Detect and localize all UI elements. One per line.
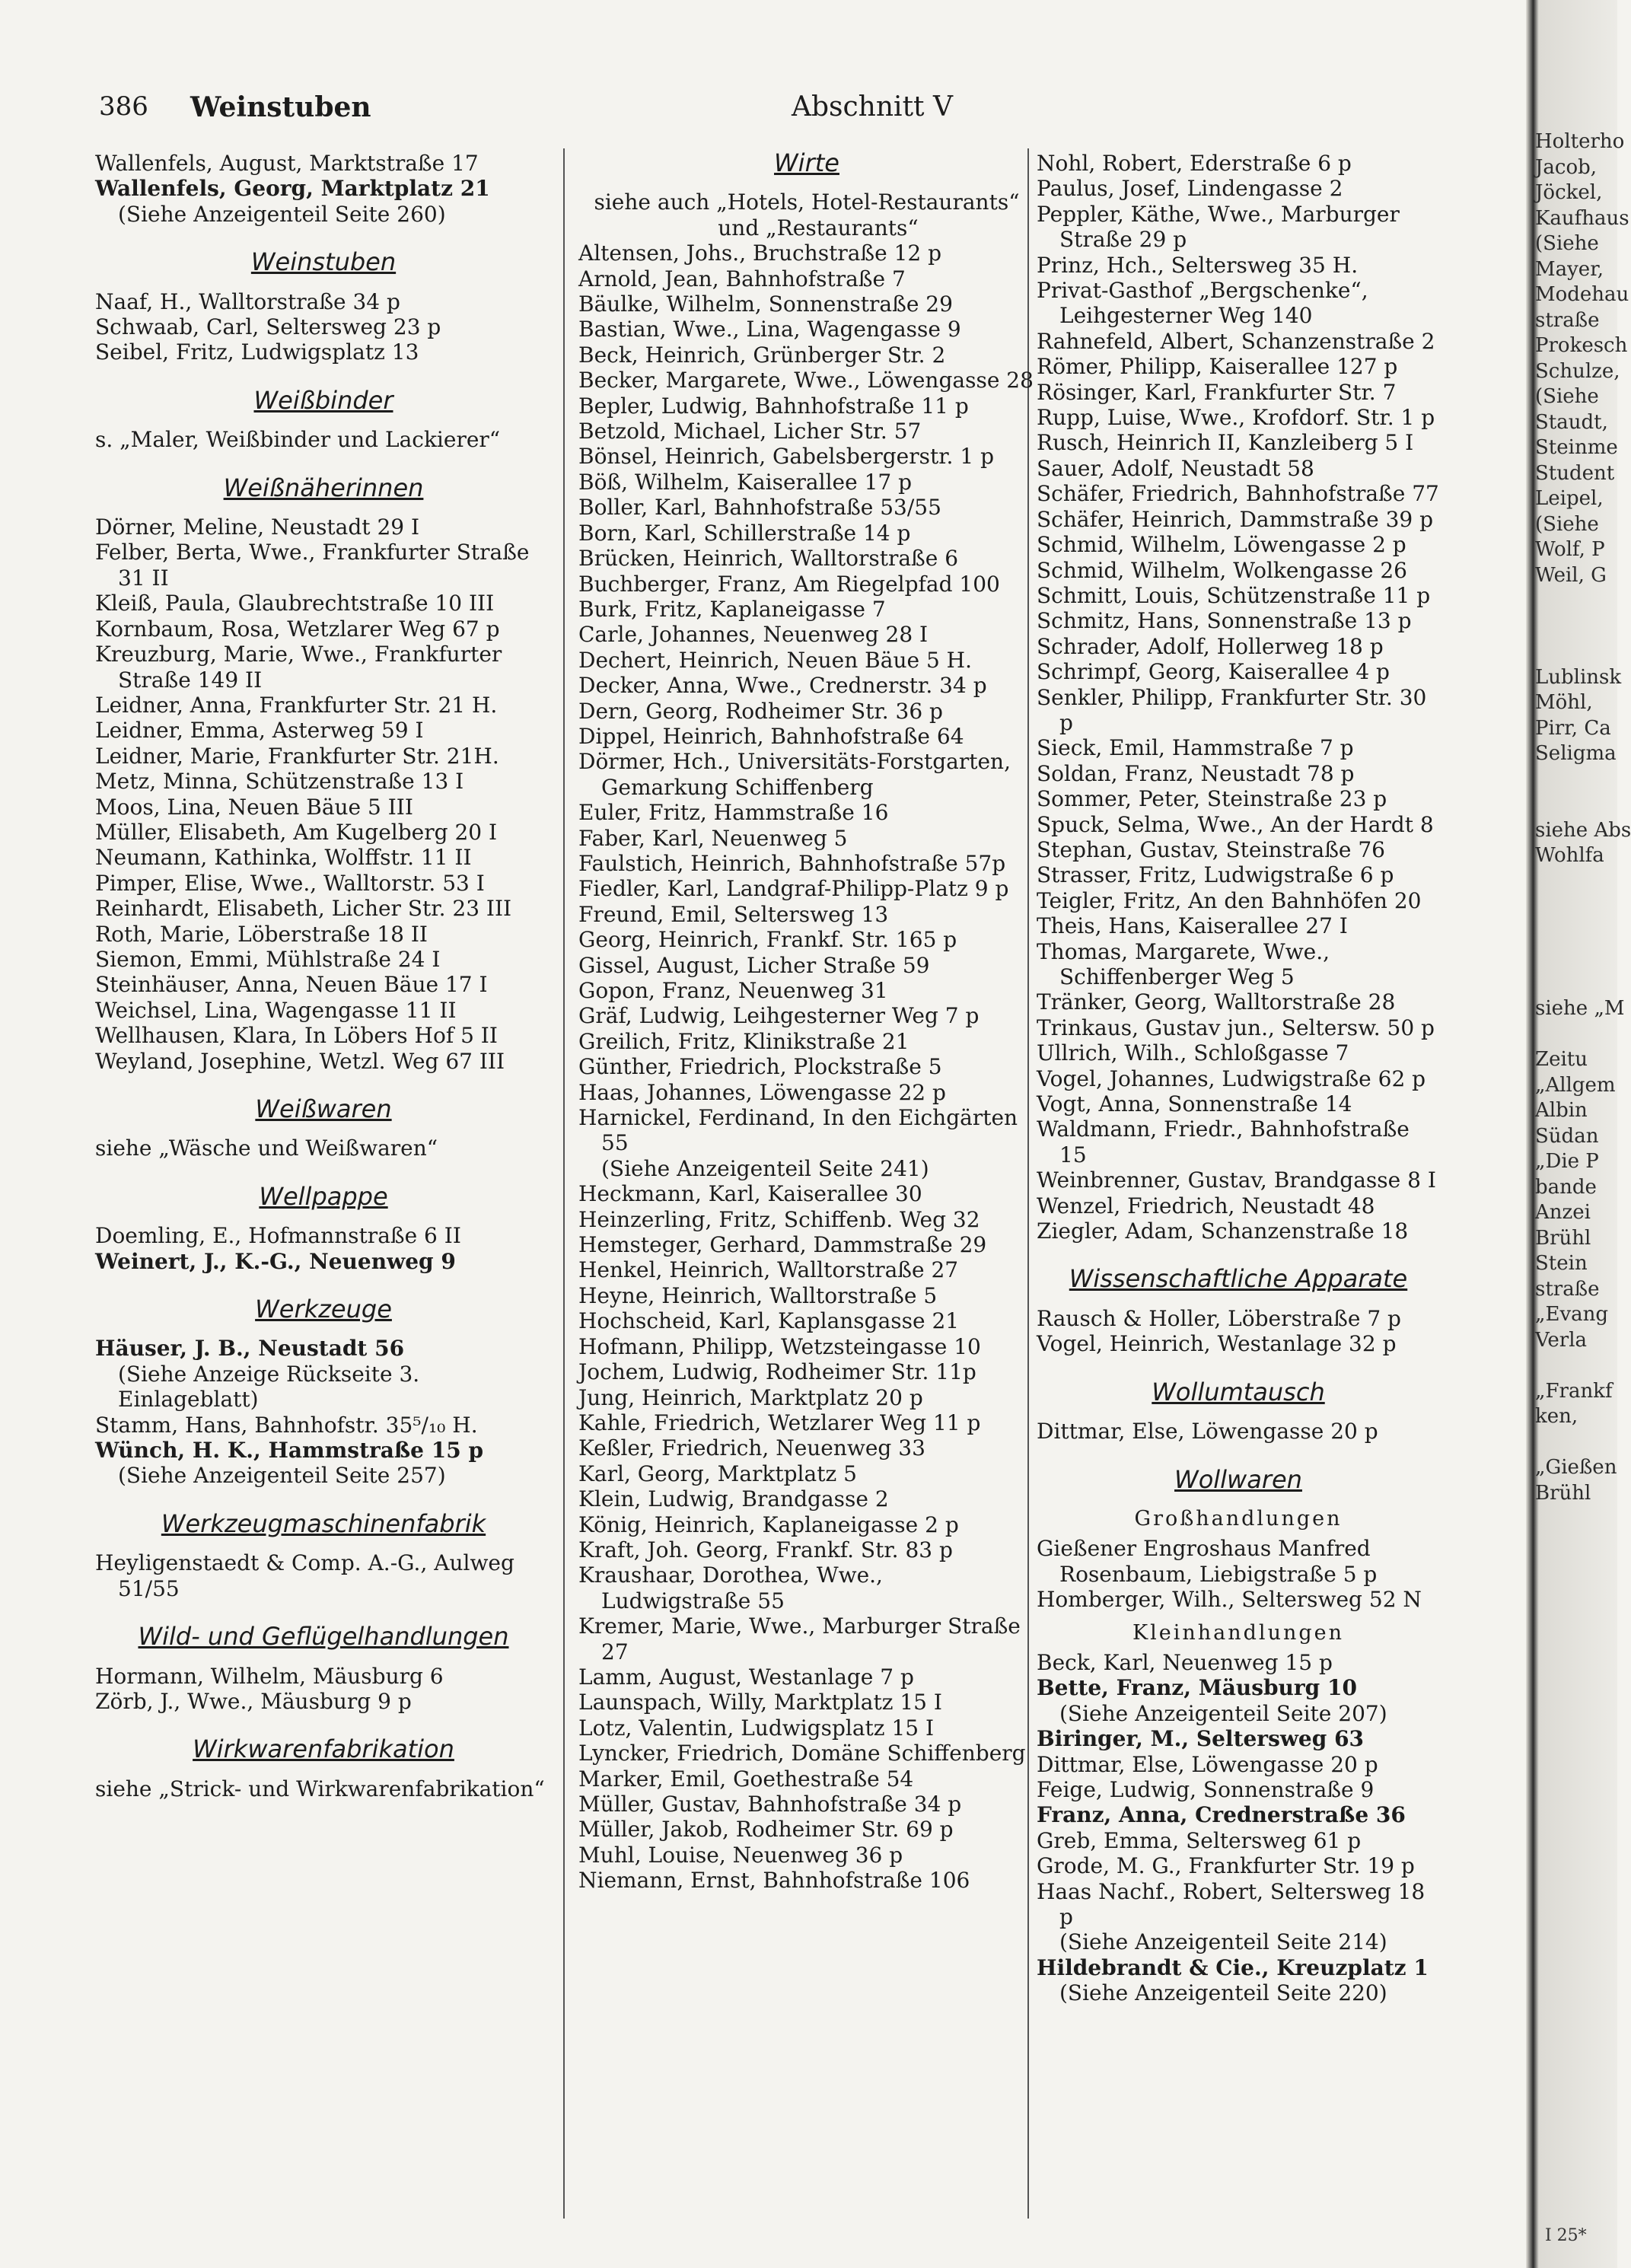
directory-entry: Kleiß, Paula, Glaubrechtstraße 10 III	[95, 591, 495, 616]
adjacent-page-line: „Frankf	[1535, 1379, 1613, 1403]
directory-entry: Muhl, Louise, Neuenweg 36 p	[578, 1842, 903, 1868]
directory-entry: Boller, Karl, Bahnhofstraße 53/55	[578, 495, 941, 521]
directory-entry: Weinert, J., K.-G., Neuenweg 9	[95, 1248, 456, 1274]
directory-entry: Carle, Johannes, Neuenweg 28 I	[578, 622, 929, 648]
directory-entry: Vogel, Johannes, Ludwigstraße 62 p	[1037, 1066, 1426, 1091]
directory-entry: Kahle, Friedrich, Wetzlarer Weg 11 p	[578, 1410, 981, 1435]
adjacent-page-line: „Die P	[1535, 1150, 1599, 1173]
directory-entry: Keßler, Friedrich, Neuenweg 33	[578, 1435, 925, 1461]
directory-entry: Launspach, Willy, Marktplatz 15 I	[578, 1690, 942, 1715]
adjacent-page-line: Verla	[1535, 1328, 1588, 1352]
adjacent-page-line	[1535, 920, 1617, 946]
directory-entry: Teigler, Fritz, An den Bahnhöfen 20	[1037, 887, 1422, 913]
directory-entry: Naaf, H., Walltorstraße 34 p	[95, 288, 400, 314]
directory-entry: Jung, Heinrich, Marktplatz 20 p	[578, 1384, 923, 1410]
adjacent-page-line: Wohlfa	[1535, 844, 1604, 867]
directory-entry: (Siehe Anzeigenteil Seite 257)	[118, 1463, 446, 1489]
adjacent-page-line: ken,	[1535, 1405, 1578, 1428]
directory-entry: Greilich, Fritz, Klinikstraße 21	[578, 1028, 909, 1054]
adjacent-page-line: siehe „M	[1535, 997, 1625, 1020]
directory-entry: Weyland, Josephine, Wetzl. Weg 67 III	[95, 1048, 505, 1074]
column-3	[1037, 151, 1440, 2006]
adjacent-page-line: Leipel,	[1535, 487, 1604, 510]
directory-entry: Kraft, Joh. Georg, Frankf. Str. 83 p	[578, 1537, 953, 1562]
directory-entry: Buchberger, Franz, Am Riegelpfad 100	[578, 571, 1000, 597]
directory-entry: Doemling, E., Hofmannstraße 6 II	[95, 1223, 461, 1249]
directory-entry: Böß, Wilhelm, Kaiserallee 17 p	[578, 469, 913, 495]
section-heading: Wild- und Geflügelhandlungen	[138, 1622, 509, 1652]
directory-entry: Sauer, Adolf, Neustadt 58	[1037, 455, 1314, 481]
directory-entry: Sommer, Peter, Steinstraße 23 p	[1037, 786, 1387, 812]
directory-entry: (Siehe Anzeigenteil Seite 214)	[1059, 1929, 1387, 1955]
directory-entry: Rahnefeld, Albert, Schanzenstraße 2	[1037, 328, 1435, 354]
directory-entry: Sieck, Emil, Hammstraße 7 p	[1037, 735, 1354, 761]
directory-entry: Pimper, Elise, Wwe., Walltorstr. 53 I	[95, 870, 485, 896]
directory-entry: Senkler, Philipp, Frankfurter Str. 30 p	[1037, 684, 1434, 735]
directory-entry: Dechert, Heinrich, Neuen Bäue 5 H.	[578, 647, 972, 673]
directory-entry: Rösinger, Karl, Frankfurter Str. 7	[1037, 379, 1397, 405]
section-heading: Weinstuben	[250, 247, 397, 277]
directory-entry: Gissel, August, Licher Straße 59	[578, 952, 930, 978]
directory-entry: Stamm, Hans, Bahnhofstr. 35⁵/₁₀ H.	[95, 1412, 478, 1438]
directory-entry: Heyne, Heinrich, Walltorstraße 5	[578, 1282, 938, 1308]
directory-entry: Heckmann, Karl, Kaiserallee 30	[578, 1181, 922, 1207]
directory-entry: Bäulke, Wilhelm, Sonnenstraße 29	[578, 291, 953, 317]
directory-entry: Rausch & Holler, Löberstraße 7 p	[1037, 1305, 1401, 1331]
directory-entry: Kornbaum, Rosa, Wetzlarer Weg 67 p	[95, 616, 500, 642]
adjacent-page-line: Seligma	[1535, 742, 1617, 765]
directory-entry: Brücken, Heinrich, Walltorstraße 6	[578, 546, 959, 572]
directory-entry: siehe auch „Hotels, Hotel-Restaurants“ und „Restaurants“	[594, 190, 1027, 240]
directory-entry: Schäfer, Heinrich, Dammstraße 39 p	[1037, 506, 1434, 532]
directory-entry: Beck, Heinrich, Grünberger Str. 2	[578, 342, 946, 368]
directory-entry: Kraushaar, Dorothea, Wwe., Ludwigstraße 55	[578, 1562, 890, 1613]
directory-entry: s. „Maler, Weißbinder und Lackierer“	[95, 427, 501, 453]
directory-entry: Marker, Emil, Goethestraße 54	[578, 1766, 914, 1792]
section-heading: Wissenschaftliche Apparate	[1069, 1264, 1408, 1294]
adjacent-page-line: Lublinsk	[1535, 665, 1622, 689]
column-2	[578, 148, 1035, 1894]
directory-entry: Paulus, Josef, Lindengasse 2	[1037, 176, 1343, 202]
directory-entry: Schrader, Adolf, Hollerweg 18 p	[1037, 633, 1384, 659]
directory-entry: Günther, Friedrich, Plockstraße 5	[578, 1054, 942, 1080]
adjacent-page-line	[1535, 894, 1617, 920]
directory-entry: Metz, Minna, Schützenstraße 13 I	[95, 769, 464, 795]
directory-entry: Ziegler, Adam, Schanzenstraße 18	[1037, 1218, 1409, 1244]
directory-entry: Rupp, Luise, Wwe., Krofdorf. Str. 1 p	[1037, 405, 1435, 431]
directory-entry: siehe „Wäsche und Weißwaren“	[95, 1136, 438, 1161]
directory-entry: Hildebrandt & Cie., Kreuzplatz 1	[1037, 1954, 1429, 1980]
directory-entry: Arnold, Jean, Bahnhofstraße 7	[578, 266, 906, 291]
directory-entry: Franz, Anna, Crednerstraße 36	[1037, 1802, 1406, 1828]
section-heading: Weißbinder	[253, 385, 393, 415]
section-heading: Werkzeuge	[255, 1295, 392, 1324]
adjacent-page-line: (Siehe	[1535, 385, 1599, 408]
directory-entry: König, Heinrich, Kaplaneigasse 2 p	[578, 1511, 959, 1537]
adjacent-page-line: (Siehe	[1535, 232, 1599, 255]
adjacent-page-line: Möhl,	[1535, 691, 1593, 714]
page-header	[99, 91, 1454, 137]
directory-entry: Schmitt, Louis, Schützenstraße 11 p	[1037, 582, 1431, 608]
adjacent-page-line	[1535, 1022, 1617, 1048]
directory-entry: Dörmer, Hch., Universitäts-Forstgarten, Gemarkung Schiffenberg	[578, 749, 1018, 800]
directory-entry: Bepler, Ludwig, Bahnhofstraße 11 p	[578, 393, 969, 419]
directory-entry: Gopon, Franz, Neuenweg 31	[578, 978, 888, 1003]
directory-entry: Schmid, Wilhelm, Wolkengasse 26	[1037, 557, 1407, 583]
adjacent-page-line: Jöckel,	[1535, 181, 1603, 204]
directory-entry: Roth, Marie, Löberstraße 18 II	[95, 921, 428, 947]
directory-entry: Weinbrenner, Gustav, Brandgasse 8 I	[1037, 1167, 1436, 1193]
directory-entry: Tränker, Georg, Walltorstraße 28	[1037, 989, 1396, 1015]
directory-entry: Römer, Philipp, Kaiserallee 127 p	[1037, 354, 1398, 380]
adjacent-page-line: Zeitu	[1535, 1048, 1588, 1071]
adjacent-page-line	[1535, 767, 1617, 793]
directory-entry: Kreuzburg, Marie, Wwe., Frankfurter Straße 149 II	[95, 642, 509, 693]
directory-entry: Lyncker, Friedrich, Domäne Schiffenberg	[578, 1741, 1026, 1766]
section-heading: Wirte	[774, 148, 839, 177]
directory-entry: Strasser, Fritz, Ludwigstraße 6 p	[1037, 862, 1394, 888]
directory-entry: Ullrich, Wilh., Schloßgasse 7	[1037, 1040, 1349, 1066]
directory-entry: Soldan, Franz, Neustadt 78 p	[1037, 760, 1355, 786]
adjacent-page-line: Jacob,	[1535, 155, 1598, 179]
directory-entry: Wallenfels, Georg, Marktplatz 21	[95, 176, 490, 202]
directory-entry: Fiedler, Karl, Landgraf-Philipp-Platz 9 p	[578, 876, 1009, 902]
adjacent-page-line: Holterho	[1535, 130, 1625, 153]
directory-entry: Hemsteger, Gerhard, Dammstraße 29	[578, 1232, 987, 1258]
adjacent-page-line: Kaufhaus	[1535, 206, 1629, 230]
adjacent-page-line: Brühl	[1535, 1226, 1591, 1250]
directory-entry: Jochem, Ludwig, Rodheimer Str. 11p	[578, 1359, 976, 1385]
adjacent-page-line: „Allgem	[1535, 1073, 1616, 1097]
directory-entry: Privat-Gasthof „Bergschenke“, Leihgesterner Weg 140	[1037, 278, 1375, 329]
adjacent-page-line	[1535, 588, 1617, 614]
column-1	[95, 151, 552, 1801]
subsection-heading: Kleinhandlungen	[1132, 1620, 1345, 1645]
directory-entry: siehe „Strick- und Wirkwarenfabrikation“	[95, 1776, 545, 1801]
directory-entry: Henkel, Heinrich, Walltorstraße 27	[578, 1257, 959, 1283]
directory-entry: Vogt, Anna, Sonnenstraße 14	[1037, 1091, 1352, 1117]
adjacent-page-line	[1535, 869, 1617, 895]
adjacent-page-line: Modehau	[1535, 283, 1629, 306]
adjacent-page-line: Mayer,	[1535, 257, 1604, 281]
directory-entry: Dern, Georg, Rodheimer Str. 36 p	[578, 698, 943, 724]
adjacent-page-line: Staudt,	[1535, 410, 1608, 434]
directory-entry: Dörner, Meline, Neustadt 29 I	[95, 514, 420, 540]
adjacent-page-line: straße	[1535, 1277, 1600, 1301]
directory-entry: Steinhäuser, Anna, Neuen Bäue 17 I	[95, 972, 488, 998]
directory-entry: Wellhausen, Klara, In Löbers Hof 5 II	[95, 1023, 498, 1049]
section-heading: Wellpappe	[259, 1181, 388, 1211]
directory-entry: Wallenfels, August, Marktstraße 17	[95, 151, 479, 176]
directory-entry: Neumann, Kathinka, Wolffstr. 11 II	[95, 845, 472, 871]
section-label: Abschnitt V	[792, 91, 953, 123]
directory-entry: Freund, Emil, Seltersweg 13	[578, 901, 889, 927]
directory-entry: Bönsel, Heinrich, Gabelsbergerstr. 1 p	[578, 444, 994, 470]
directory-entry: Stephan, Gustav, Steinstraße 76	[1037, 836, 1385, 862]
adjacent-page-line	[1535, 971, 1617, 997]
directory-entry: Biringer, M., Seltersweg 63	[1037, 1726, 1365, 1752]
directory-entry: Faulstich, Heinrich, Bahnhofstraße 57p	[578, 850, 1006, 876]
directory-entry: Bastian, Wwe., Lina, Wagengasse 9	[578, 317, 961, 342]
adjacent-page-line: Weil, G	[1535, 563, 1607, 587]
directory-entry: Schwaab, Carl, Seltersweg 23 p	[95, 314, 441, 340]
directory-entry: Homberger, Wilh., Seltersweg 52 N	[1037, 1587, 1422, 1613]
directory-entry: Theis, Hans, Kaiserallee 27 I	[1037, 913, 1348, 939]
directory-entry: Leidner, Anna, Frankfurter Str. 21 H.	[95, 692, 498, 718]
adjacent-page-line: Student	[1535, 461, 1615, 485]
directory-entry: Decker, Anna, Wwe., Crednerstr. 34 p	[578, 673, 987, 699]
adjacent-page-line: Brühl	[1535, 1481, 1591, 1505]
directory-entry: Dippel, Heinrich, Bahnhofstraße 64	[578, 723, 964, 749]
adjacent-page-line: (Siehe	[1535, 512, 1599, 536]
directory-entry: (Siehe Anzeigenteil Seite 207)	[1059, 1700, 1387, 1726]
page-number: 386	[99, 91, 148, 122]
directory-entry: Grode, M. G., Frankfurter Str. 19 p	[1037, 1853, 1415, 1879]
directory-entry: Nohl, Robert, Ederstraße 6 p	[1037, 151, 1352, 176]
adjacent-page-line: Schulze,	[1535, 359, 1620, 383]
directory-entry: Vogel, Heinrich, Westanlage 32 p	[1037, 1331, 1397, 1357]
directory-entry: Dittmar, Else, Löwengasse 20 p	[1037, 1419, 1378, 1445]
directory-entry: Reinhardt, Elisabeth, Licher Str. 23 III	[95, 896, 512, 922]
directory-entry: Burk, Fritz, Kaplaneigasse 7	[578, 596, 886, 622]
directory-entry: (Siehe Anzeigenteil Seite 220)	[1059, 1980, 1387, 2006]
adjacent-page-line: Prokesch	[1535, 334, 1628, 357]
directory-entry: Schmitz, Hans, Sonnenstraße 13 p	[1037, 608, 1412, 634]
footer-mark: I 25*	[1545, 2226, 1587, 2245]
adjacent-page-line	[1535, 945, 1617, 971]
directory-entry: Müller, Gustav, Bahnhofstraße 34 p	[578, 1792, 962, 1817]
directory-entry: Spuck, Selma, Wwe., An der Hardt 8	[1037, 811, 1434, 837]
directory-entry: Häuser, J. B., Neustadt 56	[95, 1336, 405, 1362]
section-heading: Wollwaren	[1174, 1464, 1302, 1494]
directory-entry: Beck, Karl, Neuenweg 15 p	[1037, 1649, 1333, 1675]
running-title: Weinstuben	[190, 91, 371, 123]
directory-entry: Rusch, Heinrich II, Kanzleiberg 5 I	[1037, 430, 1414, 456]
directory-entry: Haas, Johannes, Löwengasse 22 p	[578, 1079, 946, 1105]
directory-entry: Hochscheid, Karl, Kaplansgasse 21	[578, 1308, 960, 1334]
adjacent-page-line: „Gießen	[1535, 1456, 1617, 1479]
section-heading: Wollumtausch	[1152, 1377, 1325, 1406]
directory-entry: Karl, Georg, Marktplatz 5	[578, 1461, 857, 1486]
section-heading: Weißwaren	[255, 1094, 392, 1123]
directory-entry: Betzold, Michael, Licher Str. 57	[578, 419, 922, 444]
directory-entry: Heyligenstaedt & Comp. A.-G., Aulweg 51/55	[95, 1550, 521, 1601]
directory-entry: Moos, Lina, Neuen Bäue 5 III	[95, 794, 413, 820]
directory-entry: Müller, Elisabeth, Am Kugelberg 20 I	[95, 819, 498, 845]
directory-entry: Kremer, Marie, Wwe., Marburger Straße 27	[578, 1613, 1027, 1664]
directory-entry: Euler, Fritz, Hammstraße 16	[578, 800, 889, 826]
directory-entry: Becker, Margarete, Wwe., Löwengasse 28	[578, 368, 1034, 393]
directory-entry: Harnickel, Ferdinand, In den Eichgärten 55	[578, 1105, 1024, 1156]
adjacent-page-line: „Evang	[1535, 1303, 1609, 1326]
directory-entry: Schmid, Wilhelm, Löwengasse 2 p	[1037, 532, 1406, 558]
directory-entry: Leidner, Emma, Asterweg 59 I	[95, 718, 424, 744]
section-heading: Werkzeugmaschinenfabrik	[161, 1508, 486, 1538]
directory-entry: Hormann, Wilhelm, Mäusburg 6	[95, 1663, 444, 1689]
directory-entry: Trinkaus, Gustav jun., Seltersw. 50 p	[1037, 1015, 1435, 1040]
directory-entry: Lamm, August, Westanlage 7 p	[578, 1664, 914, 1690]
directory-entry: Siemon, Emmi, Mühlstraße 24 I	[95, 946, 441, 972]
directory-entry: Wünch, H. K., Hammstraße 15 p	[95, 1438, 484, 1464]
adjacent-page-line: Steinme	[1535, 436, 1618, 459]
directory-entry: Hofmann, Philipp, Wetzsteingasse 10	[578, 1333, 981, 1359]
section-heading: Wirkwarenfabrikation	[193, 1734, 454, 1764]
adjacent-page-line	[1535, 639, 1617, 665]
directory-entry: Gießener Engroshaus Manfred Rosenbaum, Liebigstraße 5 p	[1037, 1536, 1378, 1587]
adjacent-page-line: Pirr, Ca	[1535, 716, 1611, 740]
adjacent-page-line: siehe Abs	[1535, 818, 1631, 842]
directory-entry: Peppler, Käthe, Wwe., Marburger Straße 29 p	[1037, 201, 1406, 253]
directory-entry: Feige, Ludwig, Sonnenstraße 9	[1037, 1776, 1375, 1802]
directory-entry: Niemann, Ernst, Bahnhofstraße 106	[578, 1868, 970, 1894]
adjacent-page-line: Wolf, P	[1535, 538, 1605, 561]
directory-entry: Waldmann, Friedr., Bahnhofstraße 15	[1037, 1116, 1416, 1167]
directory-entry: Gräf, Ludwig, Leihgesterner Weg 7 p	[578, 1003, 980, 1029]
adjacent-page-line	[1535, 792, 1617, 818]
directory-entry: Müller, Jakob, Rodheimer Str. 69 p	[578, 1817, 954, 1843]
directory-entry: Seibel, Fritz, Ludwigsplatz 13	[95, 339, 419, 365]
directory-entry: Faber, Karl, Neuenweg 5	[578, 825, 848, 851]
directory-entry: Dittmar, Else, Löwengasse 20 p	[1037, 1751, 1378, 1777]
directory-entry: Born, Karl, Schillerstraße 14 p	[578, 520, 911, 546]
adjacent-page-line: bande	[1535, 1175, 1597, 1199]
directory-entry: Thomas, Margarete, Wwe., Schiffenberger Weg 5	[1037, 938, 1336, 989]
adjacent-page-line: Albin	[1535, 1099, 1588, 1122]
directory-entry: Prinz, Hch., Seltersweg 35 H.	[1037, 252, 1359, 278]
section-heading: Weißnäherinnen	[223, 473, 424, 502]
directory-entry: Schrimpf, Georg, Kaiserallee 4 p	[1037, 659, 1390, 685]
directory-entry: Georg, Heinrich, Frankf. Str. 165 p	[578, 927, 957, 953]
subsection-heading: Großhandlungen	[1134, 1506, 1343, 1531]
directory-entry: Lotz, Valentin, Ludwigsplatz 15 I	[578, 1715, 935, 1741]
adjacent-page-line: straße	[1535, 308, 1600, 332]
directory-entry: Schäfer, Friedrich, Bahnhofstraße 77	[1037, 481, 1439, 507]
directory-entry: Zörb, J., Wwe., Mäusburg 9 p	[95, 1688, 412, 1714]
directory-entry: Bette, Franz, Mäusburg 10	[1037, 1675, 1357, 1701]
adjacent-page-line: Stein	[1535, 1252, 1588, 1275]
directory-entry: (Siehe Anzeigenteil Seite 241)	[601, 1155, 929, 1181]
directory-entry: Klein, Ludwig, Brandgasse 2	[578, 1486, 889, 1512]
column-rule-1	[563, 148, 565, 2219]
adjacent-page-text	[1535, 129, 1631, 2260]
directory-entry: (Siehe Anzeigenteil Seite 260)	[118, 201, 446, 227]
directory-entry: Leidner, Marie, Frankfurter Str. 21H.	[95, 743, 499, 769]
adjacent-page-line: Anzei	[1535, 1201, 1591, 1224]
directory-entry: Felber, Berta, Wwe., Frankfurter Straße 31 II	[95, 540, 537, 591]
directory-entry: Weichsel, Lina, Wagengasse 11 II	[95, 997, 457, 1023]
directory-entry: Altensen, Johs., Bruchstraße 12 p	[578, 240, 942, 266]
adjacent-page-line	[1535, 1430, 1617, 1456]
directory-entry: Wenzel, Friedrich, Neustadt 48	[1037, 1193, 1375, 1218]
directory-entry: Greb, Emma, Seltersweg 61 p	[1037, 1827, 1362, 1853]
directory-entry: Heinzerling, Fritz, Schiffenb. Weg 32	[578, 1206, 980, 1232]
adjacent-page-line	[1535, 1353, 1617, 1379]
directory-entry: (Siehe Anzeige Rückseite 3. Einlageblatt)	[118, 1361, 420, 1413]
adjacent-page-line	[1535, 614, 1617, 640]
adjacent-page-line: Südan	[1535, 1124, 1599, 1148]
directory-entry: Haas Nachf., Robert, Seltersweg 18 p	[1037, 1878, 1432, 1929]
